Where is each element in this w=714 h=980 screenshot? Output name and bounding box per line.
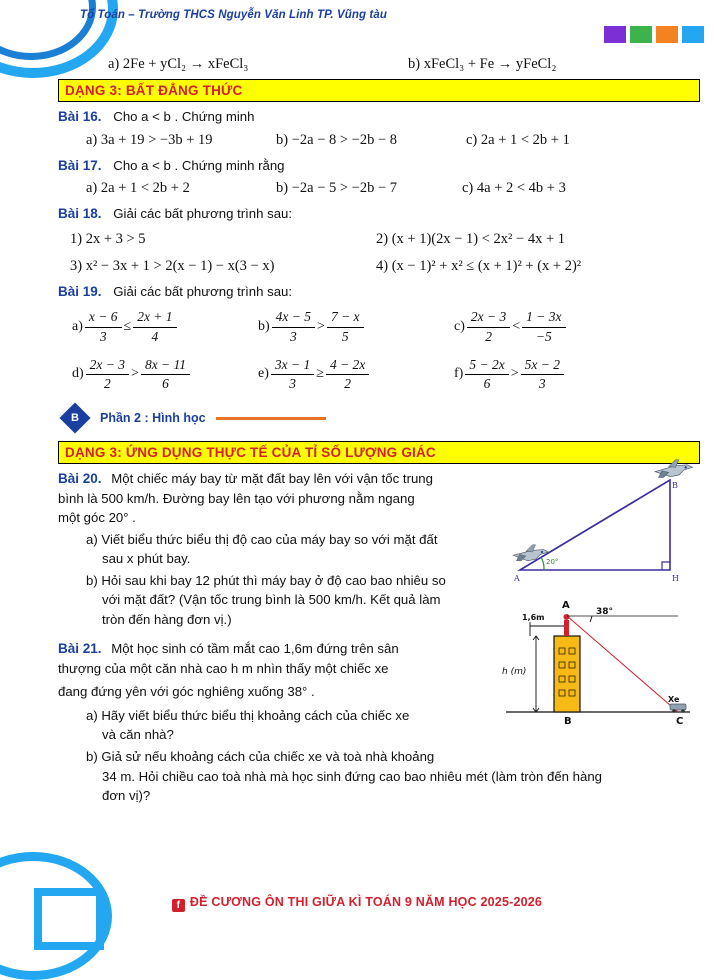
- exercise-19-b-frac1: [272, 308, 315, 345]
- den: 3: [289, 375, 296, 391]
- exercise-21-intro-3: đang đứng yên với góc nghiêng xuống 38° .: [58, 683, 315, 699]
- exercise-19-item-b: [258, 308, 454, 345]
- exercise-19-b-tag: b): [258, 318, 270, 334]
- exercise-21-a-1: a) Hãy viết biểu thức biểu thị khoảng cách của chiếc xe: [86, 708, 410, 724]
- airplane-diagram-svg: [500, 452, 700, 586]
- page-number: 6/8: [44, 896, 60, 908]
- page-header: [0, 0, 714, 52]
- part-2-marker-letter: B: [71, 412, 79, 425]
- exercise-17: [58, 156, 714, 200]
- exercise-19-e-tag: e): [258, 366, 269, 382]
- exercise-16-label: Bài 16.: [58, 109, 102, 124]
- exercise-19-b-rel: >: [317, 318, 325, 334]
- exercise-18-intro: Giải các bất phương trình sau:: [113, 206, 293, 222]
- exercise-19-a-rel: ≤: [123, 318, 132, 334]
- square-blue: [682, 26, 704, 43]
- den: 3: [289, 328, 297, 344]
- label-A: A: [514, 574, 520, 583]
- exercise-19-c-tag: c): [454, 318, 465, 334]
- top-exercise-row: [0, 56, 714, 73]
- num: 1 − 3x: [522, 308, 565, 327]
- num: 7 − x: [327, 308, 364, 327]
- plane-icon-top: [655, 460, 692, 478]
- top-exercise-a: a) 2Fe + yCl₂ → xFeCl₃: [108, 56, 249, 72]
- school-title: Tổ Toán – Trường THCS Nguyễn Văn Linh TP. Vũng tàu: [80, 9, 387, 21]
- part-2-marker-diamond: [59, 403, 90, 434]
- building-car-diagram: [500, 596, 696, 730]
- exercise-19-c-rel: <: [512, 318, 521, 334]
- exercise-19-item-f: [454, 356, 566, 393]
- label-angle-38: 38°: [596, 607, 614, 617]
- part-2-label: Phần 2 : Hình học: [100, 411, 206, 426]
- den: 2: [485, 328, 492, 344]
- num: 2x − 3: [86, 356, 129, 375]
- exercise-20-b-1: b) Hỏi sau khi bay 12 phút thì máy bay ở độ cao bao nhiêu so: [86, 573, 446, 589]
- num: x − 6: [85, 308, 122, 327]
- exercise-18: [58, 204, 714, 277]
- exercise-19-d-frac2: [141, 356, 190, 393]
- exercise-21-label: Bài 21.: [58, 640, 102, 656]
- den: 4: [151, 328, 159, 344]
- exercise-19-f-tag: f): [454, 366, 464, 382]
- exercise-18-item-4: 4) (x − 1)² + x² ≤ (x + 1)² + (x + 2)²: [376, 257, 582, 274]
- section-banner-inequalities: DẠNG 3: BẤT ĐẲNG THỨC: [58, 79, 700, 102]
- label-A: A: [562, 600, 570, 611]
- label-xe: Xe: [668, 695, 680, 704]
- exercise-19-f-frac2: [521, 356, 564, 393]
- exercise-18-label: Bài 18.: [58, 206, 102, 222]
- exercise-19-d-rel: >: [131, 366, 139, 382]
- label-B: B: [564, 716, 572, 727]
- exercise-16-c: c) 2a + 1 < 2b + 1: [466, 131, 570, 148]
- den: 5: [341, 328, 349, 344]
- facebook-icon: f: [172, 899, 185, 912]
- label-C: C: [676, 716, 684, 727]
- part-2-header: [64, 407, 714, 429]
- part-2-underline: [216, 417, 326, 420]
- exercise-19-d-frac1: [86, 356, 129, 393]
- exercise-20-a-2: sau x phút bay.: [102, 551, 191, 567]
- den: −5: [535, 328, 552, 344]
- exercise-17-label: Bài 17.: [58, 157, 102, 173]
- exercise-17-intro: Cho a < b . Chứng minh rằng: [113, 157, 285, 173]
- num: 2x + 1: [133, 308, 176, 327]
- den: 3: [99, 328, 107, 344]
- header-color-squares: [604, 26, 704, 43]
- exercise-20-b-3: tròn đến hàng đơn vị.): [102, 611, 232, 627]
- square-purple: [604, 26, 626, 43]
- num: 4x − 5: [272, 308, 315, 327]
- label-h-m: h (m): [502, 667, 527, 677]
- exercise-19-b-frac2: [327, 308, 364, 345]
- section-banner-trigonometry: DẠNG 3: ỨNG DỤNG THỰC TẾ CỦA TỈ SỐ LƯỢNG GIÁC: [58, 441, 700, 464]
- den: 6: [483, 375, 491, 391]
- top-exercise-b: b) xFeCl₃ + Fe → yFeCl₂: [408, 56, 557, 72]
- exercise-20-intro-3: một góc 20° .: [58, 509, 136, 525]
- exercise-21: [58, 639, 603, 805]
- exercise-21-intro-1: Một học sinh có tầm mắt cao 1,6m đứng trên sân: [111, 640, 399, 656]
- square-green: [630, 26, 652, 43]
- exercise-16-intro: Cho a < b . Chứng minh: [113, 109, 255, 124]
- den: 6: [162, 375, 169, 391]
- angle-20-label: 20°: [546, 558, 559, 566]
- exercise-19-item-c: [454, 308, 568, 345]
- num: 2x − 3: [467, 308, 510, 327]
- num: 8x − 11: [141, 356, 190, 375]
- page-footer: [0, 864, 714, 924]
- exercise-19: [58, 282, 714, 393]
- exercise-19-a-tag: a): [72, 318, 83, 334]
- exercise-19-e-frac1: [271, 356, 314, 393]
- exercise-19-f-rel: >: [510, 366, 519, 382]
- exercise-20-a-1: a) Viết biểu thức biểu thị độ cao của máy bay so với mặt đất: [86, 532, 438, 548]
- label-B: B: [672, 481, 678, 490]
- exercise-19-a-frac2: [133, 308, 176, 345]
- exercise-20-b-2: với mặt đất? (Vận tốc trung bình là 500 km/h. Kết quả làm: [102, 592, 441, 608]
- exercise-21-intro-2: thượng của một căn nhà cao h m nhìn thấy một chiếc xe: [58, 661, 389, 677]
- exercise-16-b: b) −2a − 8 > −2b − 8: [276, 131, 398, 148]
- exercise-19-item-e: [258, 356, 454, 393]
- airplane-diagram: [500, 452, 700, 586]
- num: 4 − 2x: [326, 356, 369, 375]
- num: 3x − 1: [271, 356, 314, 375]
- den: 2: [103, 375, 111, 391]
- footer-title: [0, 895, 714, 910]
- num: 5x − 2: [521, 356, 564, 375]
- plane-icon-bottom: [513, 545, 548, 561]
- exercise-19-a-frac1: [85, 308, 122, 345]
- den: 2: [344, 375, 351, 391]
- building-car-diagram-svg: [500, 596, 696, 730]
- exercise-18-item-1: 1) 2x + 3 > 5: [70, 230, 146, 247]
- exercise-20-intro-1: Một chiếc máy bay từ mặt đất bay lên với vận tốc trung: [111, 471, 433, 487]
- exercise-19-e-rel: ≥: [316, 366, 324, 382]
- exercise-20: [58, 469, 488, 629]
- exercise-21-b-1: b) Giả sử nếu khoảng cách của chiếc xe và toà nhà khoảng: [86, 749, 435, 765]
- label-H: H: [672, 574, 679, 583]
- exercise-19-intro: Giải các bất phương trình sau:: [113, 283, 293, 299]
- exercise-17-c: c) 4a + 2 < 4b + 3: [462, 180, 566, 197]
- exercise-20-label: Bài 20.: [58, 471, 102, 487]
- exercise-18-item-3: 3) x² − 3x + 1 > 2(x − 1) − x(3 − x): [70, 257, 275, 274]
- exercise-21-b-2: 34 m. Hỏi chiều cao toà nhà mà học sinh đứng cao bao nhiêu mét (làm tròn đến hàng: [102, 768, 603, 784]
- exercise-21-a-2: và căn nhà?: [102, 727, 174, 743]
- exercise-19-label: Bài 19.: [58, 283, 102, 299]
- den: 3: [538, 375, 546, 391]
- num: 5 − 2x: [465, 356, 508, 375]
- exercise-19-c-frac2: [522, 308, 565, 345]
- exercise-19-item-a: [58, 308, 258, 345]
- exercise-17-a: a) 2a + 1 < 2b + 2: [86, 180, 190, 197]
- exercise-17-b: b) −2a − 5 > −2b − 7: [276, 180, 398, 197]
- exercise-19-item-d: [58, 356, 258, 393]
- exercise-16-a: a) 3a + 19 > −3b + 19: [86, 131, 213, 148]
- exercise-19-e-frac2: [326, 356, 369, 393]
- exercise-20-intro-2: bình là 500 km/h. Đường bay lên tạo với phương nằm ngang: [58, 490, 415, 506]
- exercise-18-item-2: 2) (x + 1)(2x − 1) < 2x² − 4x + 1: [376, 230, 566, 247]
- label-eye-height: 1,6m: [522, 613, 545, 622]
- square-orange: [656, 26, 678, 43]
- exercise-16: [58, 107, 714, 151]
- exercise-19-f-frac1: [465, 356, 508, 393]
- exercise-19-d-tag: d): [72, 366, 84, 382]
- exercise-19-c-frac1: [467, 308, 510, 345]
- footer-title-text: ĐỀ CƯƠNG ÔN THI GIỮA KÌ TOÁN 9 NĂM HỌC 2025-2026: [189, 895, 543, 909]
- exercise-21-b-3: đơn vị)?: [102, 787, 151, 803]
